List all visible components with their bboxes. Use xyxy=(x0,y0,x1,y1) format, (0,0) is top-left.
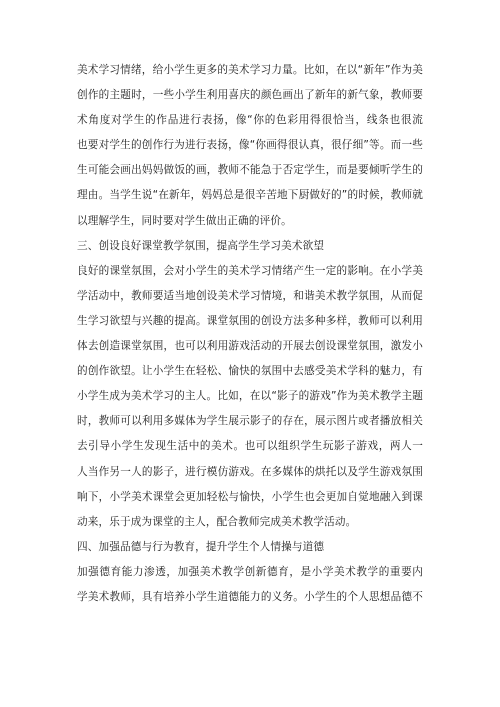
paragraph-line: 良好的课堂氛围，会对小学生的美术学习情绪产生一定的影响。在小学美 xyxy=(77,264,423,277)
paragraph-line: 去引导小学生发现生活中的美术。也可以组织学生玩影子游戏，两人一 xyxy=(77,440,423,453)
paragraph-line: 响下，小学美术课堂会更加轻松与愉快，小学生也会更加自觉地融入到课 xyxy=(77,490,423,503)
paragraph-line: 人当作另一人的影子，进行模仿游戏。在多媒体的烘托以及学生游戏氛围 xyxy=(77,465,423,478)
document-page xyxy=(77,58,423,610)
paragraph-line: 学活动中，教师要适当地创设美术学习情境，和谐美术教学氛围，从而促 xyxy=(77,289,423,302)
section-heading: 三、创设良好课堂教学氛围，提高学生学习美术欲望 xyxy=(77,239,325,252)
paragraph-line: 美术学习情绪，给小学生更多的美术学习力量。比如，在以“新年”作为美 xyxy=(77,64,423,76)
paragraph-line: 的创作欲望。让小学生在轻松、愉快的氛围中去感受美术学科的魅力，有 xyxy=(77,365,423,378)
section-heading: 四、加强品德与行为教育，提升学生个人情操与道德 xyxy=(77,540,325,553)
paragraph-line-last: 动来，乐于成为课堂的主人，配合教师完成美术教学活动。 xyxy=(77,515,357,528)
paragraph-line: 生可能会画出妈妈做饭的画，教师不能急于否定学生，而是要倾听学生的 xyxy=(77,164,423,177)
paragraph-line: 时，教师可以利用多媒体为学生展示影子的存在，展示图片或者播放相关 xyxy=(77,415,423,428)
paragraph-line: 体去创造课堂氛围，也可以利用游戏活动的开展去创设课堂氛围，激发小 xyxy=(77,340,423,353)
paragraph-line: 小学生成为美术学习的主人。比如，在以“影子的游戏”作为美术教学主题 xyxy=(77,390,423,403)
paragraph-line: 理由。当学生说“在新年，妈妈总是很辛苦地下厨做好的”的时候，教师就 xyxy=(77,189,423,202)
paragraph-line: 生学习欲望与兴趣的提高。课堂氛围的创设方法多种多样，教师可以利用 xyxy=(77,314,423,327)
paragraph-line-last: 以理解学生，同时要对学生做出正确的评价。 xyxy=(77,214,292,227)
paragraph-line: 创作的主题时，一些小学生利用喜庆的颜色画出了新年的新气象，教师要 xyxy=(77,89,423,102)
paragraph-line: 术角度对学生的作品进行表扬，像“你的色彩用得很恰当，线条也很流 xyxy=(77,114,423,127)
paragraph-line: 也要对学生的创作行为进行表扬，像“你画得很认真，很仔细”等。而一些 xyxy=(77,139,423,152)
paragraph-line: 加强德育能力渗透，加强美术教学创新德育，是小学美术教学的重要内 xyxy=(77,565,423,578)
paragraph-line: 学美术教师，具有培养小学生道德能力的义务。小学生的个人思想品德不 xyxy=(77,590,423,603)
